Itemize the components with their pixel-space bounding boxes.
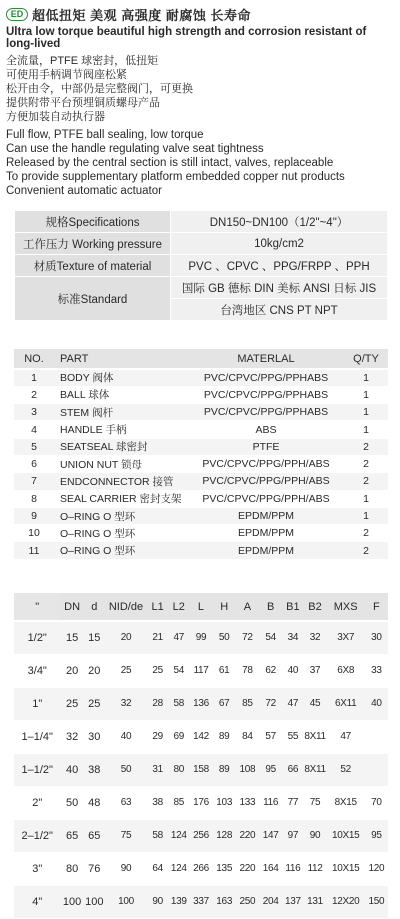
col-header-part: PART <box>54 349 188 369</box>
dims-value-cell: 50 <box>60 786 83 819</box>
dims-body <box>14 621 388 918</box>
dims-value-cell: 15 <box>60 621 83 654</box>
part-material: EPDM/PPM <box>188 525 344 542</box>
part-material: PVC/CPVC/PPG/PPHABS <box>188 404 344 421</box>
col-header-no: NO. <box>14 349 54 369</box>
dims-col-header: F <box>365 593 388 621</box>
dims-value-cell: 136 <box>189 687 212 720</box>
dims-value-cell: 164 <box>259 852 282 885</box>
dims-col-header: L2 <box>168 593 189 621</box>
part-qty: 1 <box>344 404 388 421</box>
parts-header-row <box>14 349 388 369</box>
dims-value-cell: 97 <box>282 819 303 852</box>
feature-en-line: Convenient automatic actuator <box>6 185 162 197</box>
dims-value-cell: 90 <box>147 885 168 918</box>
dims-value-cell: 75 <box>105 819 147 852</box>
dims-value-cell: 100 <box>105 885 147 918</box>
dims-value-cell: 77 <box>282 786 303 819</box>
part-no: 3 <box>14 404 54 421</box>
spec-value: 国际 GB 德标 DIN 美标 ANSI 日标 JIS <box>171 277 388 299</box>
dims-col-header: B <box>259 593 282 621</box>
dims-value-cell: 220 <box>236 852 259 885</box>
dims-value-cell: 47 <box>282 687 303 720</box>
dims-value-cell: 69 <box>168 720 189 753</box>
dims-value-cell: 103 <box>213 786 236 819</box>
dims-value-cell: 204 <box>259 885 282 918</box>
feature-en-line: To provide supplementary platform embedded copper nut products <box>6 171 345 183</box>
dims-col-header: L1 <box>147 593 168 621</box>
dims-value-cell: 8X15 <box>327 786 365 819</box>
dims-value-cell: 63 <box>105 786 147 819</box>
dims-value-cell: 31 <box>147 753 168 786</box>
dims-col-header: A <box>236 593 259 621</box>
dims-value-cell: 139 <box>168 885 189 918</box>
dims-size-cell: 2" <box>14 786 60 819</box>
parts-table-row <box>14 473 388 490</box>
dims-value-cell: 128 <box>213 819 236 852</box>
col-header-material: MATERLAL <box>188 349 344 369</box>
part-material: EPDM/PPM <box>188 542 344 559</box>
dims-size-cell: 3/4" <box>14 654 60 687</box>
part-qty: 2 <box>344 542 388 559</box>
dims-value-cell: 65 <box>60 819 83 852</box>
parts-table-row <box>14 525 388 542</box>
dims-value-cell: 116 <box>282 852 303 885</box>
dims-value-cell: 15 <box>84 621 105 654</box>
dims-value-cell <box>365 753 388 786</box>
dims-value-cell: 37 <box>303 654 326 687</box>
part-no: 10 <box>14 525 54 542</box>
dims-value-cell: 61 <box>213 654 236 687</box>
dims-table-row <box>14 621 388 654</box>
dims-value-cell: 8X11 <box>303 720 326 753</box>
dims-value-cell: 30 <box>84 720 105 753</box>
feature-en-line: Full flow, PTFE ball sealing, low torque <box>6 129 204 141</box>
dims-col-header: d <box>84 593 105 621</box>
dims-value-cell: 337 <box>189 885 212 918</box>
dims-value-cell: 100 <box>84 885 105 918</box>
dims-value-cell: 32 <box>60 720 83 753</box>
dims-value-cell: 12X20 <box>327 885 365 918</box>
dims-table-row <box>14 753 388 786</box>
dims-table-row <box>14 852 388 885</box>
part-material: PVC/CPVC/PPG/PPHABS <box>188 369 344 386</box>
part-material: PVC/CPVC/PPG/PPH/ABS <box>188 473 344 490</box>
features-chinese <box>6 54 396 124</box>
spec-row <box>15 255 388 277</box>
parts-table-row <box>14 421 388 438</box>
part-qty: 1 <box>344 421 388 438</box>
dims-value-cell: 25 <box>60 687 83 720</box>
dims-value-cell: 256 <box>189 819 212 852</box>
feature-cn-line: 提供附带平台预埋铜质螺母产品 <box>6 97 160 109</box>
dims-value-cell: 100 <box>60 885 83 918</box>
part-qty: 1 <box>344 386 388 403</box>
dims-value-cell: 266 <box>189 852 212 885</box>
part-no: 9 <box>14 507 54 524</box>
dims-col-header: L <box>189 593 212 621</box>
part-name: STEM 阀杆 <box>54 404 188 421</box>
parts-table <box>14 349 388 560</box>
dims-value-cell: 80 <box>60 852 83 885</box>
part-material: PVC/CPVC/PPG/PPH/ABS <box>188 490 344 507</box>
dims-value-cell: 62 <box>259 654 282 687</box>
title-chinese: 超低扭矩 美观 高强度 耐腐蚀 长寿命 <box>32 7 251 23</box>
dims-value-cell: 250 <box>236 885 259 918</box>
dims-value-cell: 40 <box>282 654 303 687</box>
dims-value-cell: 45 <box>303 687 326 720</box>
dims-value-cell: 55 <box>282 720 303 753</box>
dims-value-cell: 50 <box>105 753 147 786</box>
col-header-qty: Q/TY <box>344 349 388 369</box>
dims-value-cell: 10X15 <box>327 819 365 852</box>
dims-value-cell: 150 <box>365 885 388 918</box>
part-no: 8 <box>14 490 54 507</box>
dims-value-cell: 95 <box>365 819 388 852</box>
dims-value-cell: 90 <box>105 852 147 885</box>
dims-size-cell: 2–1/2" <box>14 819 60 852</box>
dims-col-header: DN <box>60 593 83 621</box>
parts-table-row <box>14 490 388 507</box>
dims-col-header: B1 <box>282 593 303 621</box>
dims-value-cell: 20 <box>84 654 105 687</box>
dims-size-cell: 1/2" <box>14 621 60 654</box>
dims-value-cell: 142 <box>189 720 212 753</box>
dims-value-cell: 66 <box>282 753 303 786</box>
part-no: 4 <box>14 421 54 438</box>
dims-value-cell: 90 <box>303 819 326 852</box>
dimensions-table <box>14 593 388 919</box>
part-qty: 1 <box>344 369 388 386</box>
parts-table-row <box>14 404 388 421</box>
parts-table-row <box>14 455 388 472</box>
dims-value-cell: 67 <box>213 687 236 720</box>
dims-value-cell: 21 <box>147 621 168 654</box>
dims-col-header: B2 <box>303 593 326 621</box>
parts-body <box>14 369 388 559</box>
dims-value-cell: 32 <box>303 621 326 654</box>
title-row <box>6 4 396 24</box>
dims-table-row <box>14 819 388 852</box>
dims-value-cell: 54 <box>168 654 189 687</box>
part-name: O–RING O 型环 <box>54 507 188 524</box>
dims-table-row <box>14 786 388 819</box>
dims-value-cell: 147 <box>259 819 282 852</box>
dims-table-row <box>14 654 388 687</box>
part-material: PVC/CPVC/PPG/PPH/ABS <box>188 455 344 472</box>
dims-value-cell: 25 <box>105 654 147 687</box>
dims-value-cell: 99 <box>189 621 212 654</box>
dims-value-cell: 40 <box>365 687 388 720</box>
part-material: PTFE <box>188 438 344 455</box>
part-material: EPDM/PPM <box>188 507 344 524</box>
dims-value-cell: 78 <box>236 654 259 687</box>
spec-value: DN150~DN100（1/2"~4"） <box>171 211 388 233</box>
dims-value-cell: 8X11 <box>303 753 326 786</box>
brand-logo: ED <box>6 8 28 21</box>
dims-col-header: MXS <box>327 593 365 621</box>
part-qty: 2 <box>344 473 388 490</box>
dims-table-row <box>14 720 388 753</box>
part-no: 6 <box>14 455 54 472</box>
dims-value-cell: 50 <box>213 621 236 654</box>
dims-value-cell: 32 <box>105 687 147 720</box>
parts-table-row <box>14 438 388 455</box>
feature-en-line: Can use the handle regulating valve seat tightness <box>6 143 264 155</box>
part-qty: 2 <box>344 455 388 472</box>
part-qty: 2 <box>344 525 388 542</box>
title-english: Ultra low torque beautiful high strength and corrosion resistant of long-lived <box>6 26 367 50</box>
dims-value-cell: 112 <box>303 852 326 885</box>
dims-value-cell: 6X8 <box>327 654 365 687</box>
dims-value-cell: 47 <box>327 720 365 753</box>
dims-value-cell: 29 <box>147 720 168 753</box>
header <box>6 4 396 50</box>
dims-value-cell: 58 <box>147 819 168 852</box>
spec-label: 材质Texture of material <box>15 255 171 277</box>
spec-label: 标准Standard <box>15 277 171 321</box>
dims-value-cell: 84 <box>236 720 259 753</box>
dims-value-cell: 65 <box>84 819 105 852</box>
dims-value-cell: 70 <box>365 786 388 819</box>
dims-value-cell: 85 <box>236 687 259 720</box>
dims-value-cell: 116 <box>259 786 282 819</box>
part-name: SEAL CARRIER 密封支架 <box>54 490 188 507</box>
specifications-table <box>14 210 388 321</box>
dims-value-cell: 47 <box>168 621 189 654</box>
dims-value-cell: 6X11 <box>327 687 365 720</box>
spec-row <box>15 233 388 255</box>
spec-row <box>15 277 388 299</box>
spec-label: 规格Specifications <box>15 211 171 233</box>
dims-value-cell: 120 <box>365 852 388 885</box>
dims-header-row <box>14 593 388 621</box>
dims-value-cell: 158 <box>189 753 212 786</box>
part-name: O–RING O 型环 <box>54 525 188 542</box>
part-name: HANDLE 手柄 <box>54 421 188 438</box>
spec-value: 台湾地区 CNS PT NPT <box>171 299 388 321</box>
part-qty: 1 <box>344 507 388 524</box>
part-material: PVC/CPVC/PPG/PPHABS <box>188 386 344 403</box>
part-name: SEATSEAL 球密封 <box>54 438 188 455</box>
dims-value-cell: 48 <box>84 786 105 819</box>
part-name: BODY 阀体 <box>54 369 188 386</box>
feature-cn-line: 全流量，PTFE 球密封，低扭矩 <box>6 55 159 67</box>
dims-value-cell: 117 <box>189 654 212 687</box>
spec-value: PVC 、CPVC 、PPG/FRPP 、PPH <box>171 255 388 277</box>
part-no: 2 <box>14 386 54 403</box>
part-no: 11 <box>14 542 54 559</box>
feature-en-line: Released by the central section is still intact, valves, replaceable <box>6 157 334 169</box>
feature-cn-line: 方便加装自动执行器 <box>6 111 105 123</box>
dims-size-cell: 1–1/4" <box>14 720 60 753</box>
dims-value-cell: 95 <box>259 753 282 786</box>
part-name: UNION NUT 锁母 <box>54 455 188 472</box>
dims-value-cell: 75 <box>303 786 326 819</box>
dims-value-cell: 76 <box>84 852 105 885</box>
dims-value-cell: 38 <box>147 786 168 819</box>
part-qty: 2 <box>344 438 388 455</box>
dims-col-header: H <box>213 593 236 621</box>
dims-table-row <box>14 885 388 918</box>
dims-value-cell: 131 <box>303 885 326 918</box>
dims-value-cell: 108 <box>236 753 259 786</box>
part-no: 5 <box>14 438 54 455</box>
dims-value-cell: 137 <box>282 885 303 918</box>
part-no: 7 <box>14 473 54 490</box>
dims-value-cell: 133 <box>236 786 259 819</box>
dims-value-cell <box>365 720 388 753</box>
dims-value-cell: 89 <box>213 753 236 786</box>
dims-value-cell: 89 <box>213 720 236 753</box>
dims-value-cell: 33 <box>365 654 388 687</box>
part-no: 1 <box>14 369 54 386</box>
dims-size-cell: 1–1/2" <box>14 753 60 786</box>
dims-value-cell: 176 <box>189 786 212 819</box>
dims-value-cell: 80 <box>168 753 189 786</box>
part-name: O–RING O 型环 <box>54 542 188 559</box>
parts-table-row <box>14 542 388 559</box>
part-name: BALL 球体 <box>54 386 188 403</box>
dims-value-cell: 52 <box>327 753 365 786</box>
dims-value-cell: 72 <box>259 687 282 720</box>
dims-value-cell: 40 <box>105 720 147 753</box>
feature-cn-line: 可使用手柄调节阀座松紧 <box>6 69 127 81</box>
dims-value-cell: 163 <box>213 885 236 918</box>
dims-value-cell: 124 <box>168 852 189 885</box>
dims-value-cell: 34 <box>282 621 303 654</box>
dims-value-cell: 30 <box>365 621 388 654</box>
dims-value-cell: 64 <box>147 852 168 885</box>
parts-table-row <box>14 386 388 403</box>
dims-value-cell: 38 <box>84 753 105 786</box>
part-material: ABS <box>188 421 344 438</box>
dims-value-cell: 72 <box>236 621 259 654</box>
dims-table-row <box>14 687 388 720</box>
dims-value-cell: 124 <box>168 819 189 852</box>
parts-table-row <box>14 369 388 386</box>
dims-col-header: NID/de <box>105 593 147 621</box>
dims-value-cell: 3X7 <box>327 621 365 654</box>
part-qty: 1 <box>344 490 388 507</box>
dims-size-cell: 1" <box>14 687 60 720</box>
dims-value-cell: 40 <box>60 753 83 786</box>
dims-value-cell: 57 <box>259 720 282 753</box>
dims-value-cell: 20 <box>105 621 147 654</box>
part-name: ENDCONNECTOR 接管 <box>54 473 188 490</box>
dims-value-cell: 25 <box>147 654 168 687</box>
dims-value-cell: 25 <box>84 687 105 720</box>
dims-value-cell: 20 <box>60 654 83 687</box>
dims-value-cell: 135 <box>213 852 236 885</box>
dims-size-cell: 4" <box>14 885 60 918</box>
parts-table-row <box>14 507 388 524</box>
dims-value-cell: 85 <box>168 786 189 819</box>
dims-value-cell: 28 <box>147 687 168 720</box>
features-english <box>6 128 396 198</box>
dims-col-header: " <box>14 593 60 621</box>
dims-value-cell: 54 <box>259 621 282 654</box>
dims-size-cell: 3" <box>14 852 60 885</box>
spec-label: 工作压力 Working pressure <box>15 233 171 255</box>
feature-cn-line: 松开由令，中部仍是完整阀门，可更换 <box>6 83 193 95</box>
dims-value-cell: 220 <box>236 819 259 852</box>
dims-value-cell: 10X15 <box>327 852 365 885</box>
spec-row <box>15 211 388 233</box>
spec-value: 10kg/cm2 <box>171 233 388 255</box>
dims-value-cell: 58 <box>168 687 189 720</box>
